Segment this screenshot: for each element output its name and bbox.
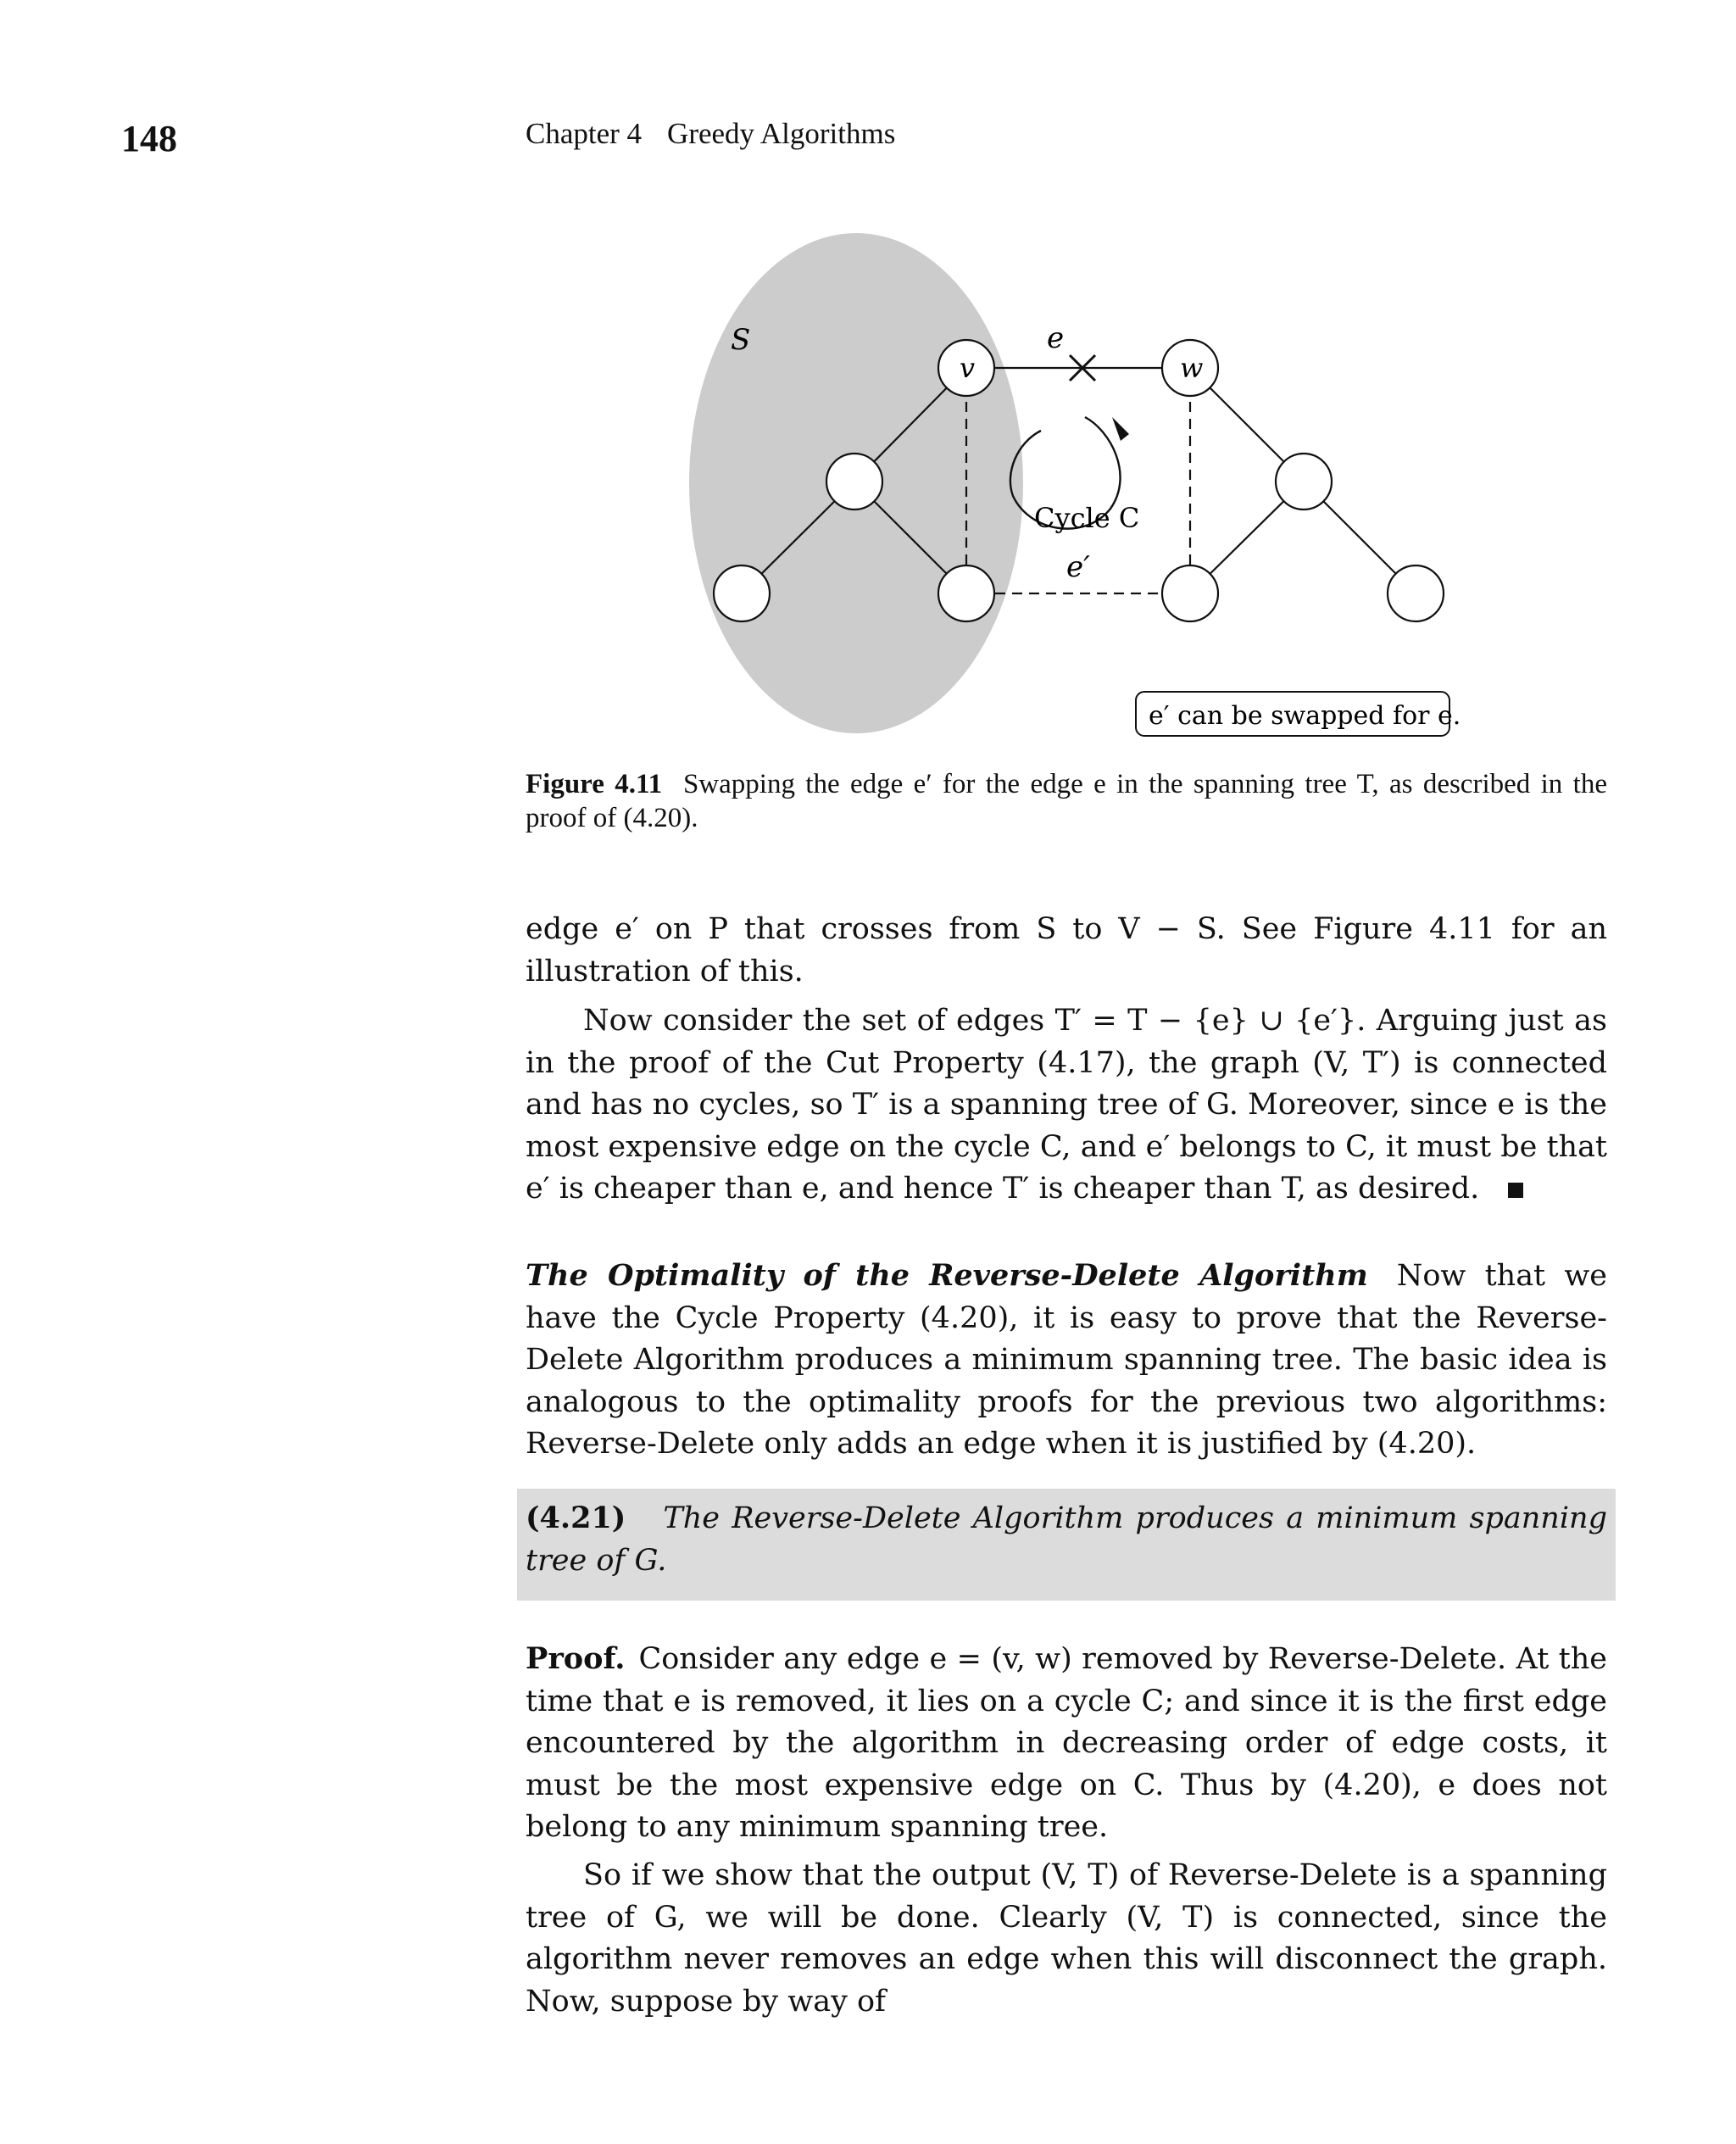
theorem-statement: The Reverse-Delete Algorithm produces a minimum spanning tree of G. <box>526 1501 1607 1578</box>
running-head <box>526 117 895 151</box>
node <box>826 454 882 510</box>
paragraph-3-text: Now that we have the Cycle Property (4.20), it is easy to prove that the Reverse-Delete Algorithm produces a minimum spanning tree. The basic idea is analogous to the optimality proofs for the previous two algorithms: Reverse-Delete only adds an edge when it is justified by (4.20). <box>526 1259 1607 1461</box>
node <box>1162 565 1218 621</box>
proof-text: Consider any edge e = (v, w) removed by Reverse-Delete. At the time that e is removed, it lies on a cycle C; and since it is the first edge encountered by the algorithm in decreasing order of edge costs, it must be the most expensive edge on C. Thus by (4.20), e does not belong to any minimum spanning tree. <box>526 1642 1607 1844</box>
chapter-title: Greedy Algorithms <box>667 117 896 150</box>
qed-square <box>1508 1183 1523 1198</box>
paragraph-2 <box>526 1000 1607 1211</box>
edge-e-prime-label: e′ <box>1066 550 1090 584</box>
caption-text: Swapping the edge e′ for the edge e in the spanning tree T, as described in the proof of (4.20). <box>526 769 1607 833</box>
proof-paragraph <box>526 1638 1607 1849</box>
chapter-number: Chapter 4 <box>526 117 643 150</box>
figure-caption <box>526 767 1607 835</box>
edge-e-label: e <box>1047 321 1065 355</box>
callout-text: e′ can be swapped for e. <box>1149 701 1461 731</box>
section-title: The Optimality of the Reverse-Delete Algorithm <box>526 1258 1368 1293</box>
node <box>938 565 994 621</box>
node <box>1276 454 1332 510</box>
figure-4-11 <box>670 220 1475 746</box>
node-w-label: w <box>1180 352 1204 384</box>
proof-label: Proof. <box>526 1641 626 1676</box>
caption-label: Figure 4.11 <box>526 769 663 799</box>
paragraph-1: edge e′ on P that crosses from S to V − S. See Figure 4.11 for an illustration of this. <box>526 912 1607 988</box>
cycle-arrowhead <box>1112 417 1129 441</box>
cycle-label: Cycle C <box>1034 502 1140 534</box>
paragraph-2-text: Now consider the set of edges T′ = T − {e} ∪ {e′}. Arguing just as in the proof of the Cut Property (4.17), the graph (V, T′) is connected and has no cycles, so T′ is a spanning tree of G. Moreover, since e is the most expensive edge on the cycle C, and e′ belongs to C, it must be that e′ is cheaper than e, and hence T′ is cheaper than T, as desired. <box>526 1004 1607 1206</box>
theorem-4-21 <box>526 1497 1607 1582</box>
page-number: 148 <box>121 118 177 159</box>
paragraph-5: So if we show that the output (V, T) of Reverse-Delete is a spanning tree of G, we will be done. Clearly (V, T) is connected, since the algorithm never removes an edge when this will disconnect the graph. Now, suppose by way of <box>526 1858 1607 2019</box>
node <box>714 565 770 621</box>
region-label-s: S <box>731 323 751 357</box>
node-v-label: v <box>960 352 976 384</box>
paragraph-3 <box>526 1255 1607 1466</box>
node <box>1388 565 1444 621</box>
theorem-number: (4.21) <box>526 1501 626 1535</box>
